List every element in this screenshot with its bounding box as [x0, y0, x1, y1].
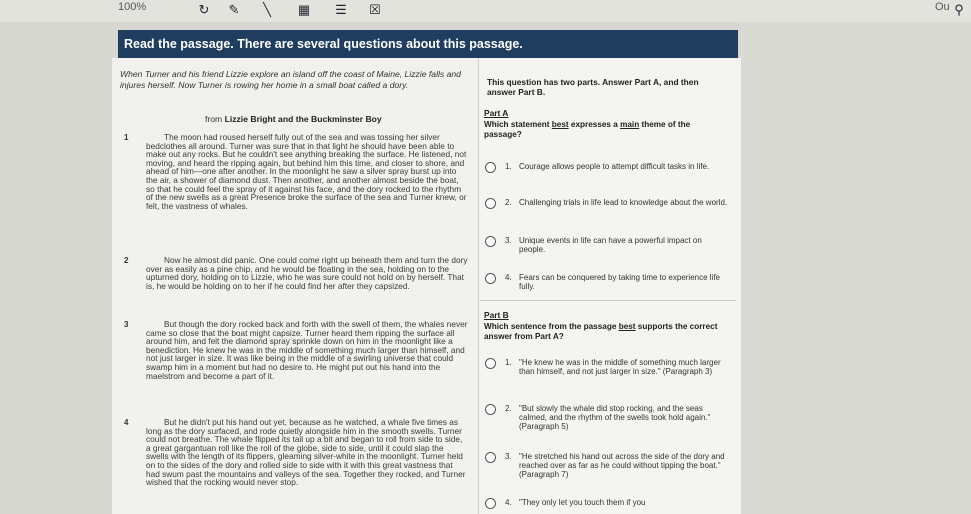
source-prefix: from	[205, 114, 223, 124]
part-b-label: Part B	[484, 310, 509, 320]
option-text: Challenging trials in life lead to knowledge about the world.	[519, 198, 728, 207]
paragraph-number: 2	[124, 256, 129, 265]
passage-source	[205, 114, 465, 124]
radio-button[interactable]	[485, 358, 496, 369]
prompt-emphasis: best	[551, 120, 569, 129]
part-a-label: Part A	[484, 108, 509, 118]
paragraph-text: But though the dory rocked back and forth with the swell of them, the whales never came so close that the boat might capsize. Turner heard them ripping the surface all around him, and felt the diamond spray sprinkle down on him in the moonlight like a benediction. He knew he was in the middle of something much larger than himself, and not just larger in size. It was like being in the middle of a swirling universe that could swamp him in a moment but had no desire to. He might put out his hand into the maelstrom and become a part of it.	[146, 319, 468, 381]
radio-button[interactable]	[485, 452, 496, 463]
background-area	[740, 22, 971, 514]
paragraph-text: But he didn't put his hand out yet, because as he watched, a whale five times as long as the dory surfaced, and rode quietly alongside him in the smooth swells. Turner could not breathe. The whale flipped its tail up a bit and began to roll from side to side, a great gargantuan roll like the roll of the globe, side to side, until it could slap the swells with the length of its flippers, gleaming silver-white in the moonlight. Turner held on to the sides of the dory and rolled side to side with it with this great vastness that had swum past the mountains and valleys of the sea. Together they rocked, and Turner wished that the rocking would never stop.	[146, 417, 466, 488]
option-number: 4.	[505, 498, 512, 507]
prompt-emphasis: best	[618, 322, 636, 331]
radio-button[interactable]	[485, 273, 496, 284]
prompt-text: Which statement	[484, 120, 552, 129]
part-divider	[480, 300, 736, 301]
corner-label: Ou	[935, 1, 950, 13]
radio-button[interactable]	[485, 404, 496, 415]
prompt-text: theme of the passage?	[484, 120, 691, 139]
paragraph-number: 3	[124, 320, 129, 329]
option-text: Courage allows people to attempt difficult tasks in life.	[519, 162, 710, 171]
paragraph-number: 4	[124, 418, 129, 427]
paragraph-4	[146, 418, 468, 487]
part-a-prompt	[484, 120, 724, 139]
question-instruction: This question has two parts. Answer Part A, and then answer Part B.	[487, 77, 699, 97]
radio-button[interactable]	[485, 198, 496, 209]
search-icon[interactable]: ⚲	[954, 2, 964, 17]
radio-button[interactable]	[485, 162, 496, 173]
paragraph-text: The moon had roused herself fully out of the sea and was tossing her silver bedclothes all around. Turner was sure that in that light he should have been able to make out any rocks. But he couldn't see anything breaking the surface. He listened, not moving, and heard the ripping again, but behind him this time, and closer to shore, and ahead of him—one after another. In the moonlight he saw a silver spray burst up into the air, a shower of diamond dust. Then another, and another almost beside the boat, so that he could feel the spray of it against his face, and the dory rocked to the rhythm of the new swells as a great Presence broke the surface of the sea and Turner knew, or felt, the vastness of whales.	[146, 132, 467, 211]
option-text: Fears can be conquered by taking time to experience life fully.	[519, 273, 721, 291]
option-number: 3.	[505, 236, 512, 245]
paragraph-text: Now he almost did panic. One could come right up beneath them and turn the dory over as easily as a pine chip, and he would be floating in the sea, holding on to the upturned dory, holding on to Lizzie, who he was sure could not hold on by herself. That is, he would be holding on to her if he could find her after they capsized.	[146, 255, 468, 291]
option-number: 4.	[505, 273, 512, 282]
paragraph-3	[146, 320, 468, 380]
eliminator-icon[interactable]: ☒	[369, 2, 381, 17]
calculator-icon[interactable]: ▦	[297, 2, 311, 17]
paragraph-number: 1	[124, 133, 129, 142]
option-text: "He knew he was in the middle of something much larger than himself, and not just larger in size." (Paragraph 3)	[519, 358, 721, 376]
option-number: 1.	[505, 162, 512, 171]
paragraph-1	[146, 133, 468, 210]
part-b-prompt	[484, 322, 724, 341]
toolbar	[0, 0, 971, 22]
zoom-level[interactable]: 100%	[118, 1, 147, 13]
paragraph-2	[146, 256, 468, 290]
radio-button[interactable]	[485, 498, 496, 509]
option-number: 2.	[505, 404, 512, 413]
option-number: 1.	[505, 358, 512, 367]
prompt-text: expresses a	[568, 120, 621, 129]
option-number: 3.	[505, 452, 512, 461]
option-text: Unique events in life can have a powerful impact on people.	[519, 236, 702, 254]
passage-intro: When Turner and his friend Lizzie explore an island off the coast of Maine, Lizzie falls and injures herself. Now Turner is rowing her home in a small boat called a dory.	[120, 69, 461, 90]
ruler-icon[interactable]: ╲	[263, 2, 271, 17]
instruction-banner: Read the passage. There are several questions about this passage.	[118, 30, 738, 58]
source-title: Lizzie Bright and the Buckminster Boy	[224, 114, 382, 124]
prompt-text: Which sentence from the passage	[484, 322, 619, 331]
refresh-icon[interactable]: ↻	[198, 2, 210, 17]
radio-button[interactable]	[485, 236, 496, 247]
notes-icon[interactable]: ☰	[335, 2, 347, 17]
option-text: "But slowly the whale did stop rocking, and the seas calmed, and the rhythm of the swells took hold again." (Paragraph 5)	[519, 404, 711, 431]
prompt-emphasis: main	[620, 120, 640, 129]
option-text: "He stretched his hand out across the side of the dory and reached over as far as he could without tipping the boat." (Paragraph 7)	[519, 452, 725, 479]
prompt-text: supports the correct answer from Part A?	[484, 322, 718, 341]
option-number: 2.	[505, 198, 512, 207]
pen-icon[interactable]: ✎	[228, 2, 240, 17]
option-text: "They only let you touch them if you	[519, 498, 646, 507]
